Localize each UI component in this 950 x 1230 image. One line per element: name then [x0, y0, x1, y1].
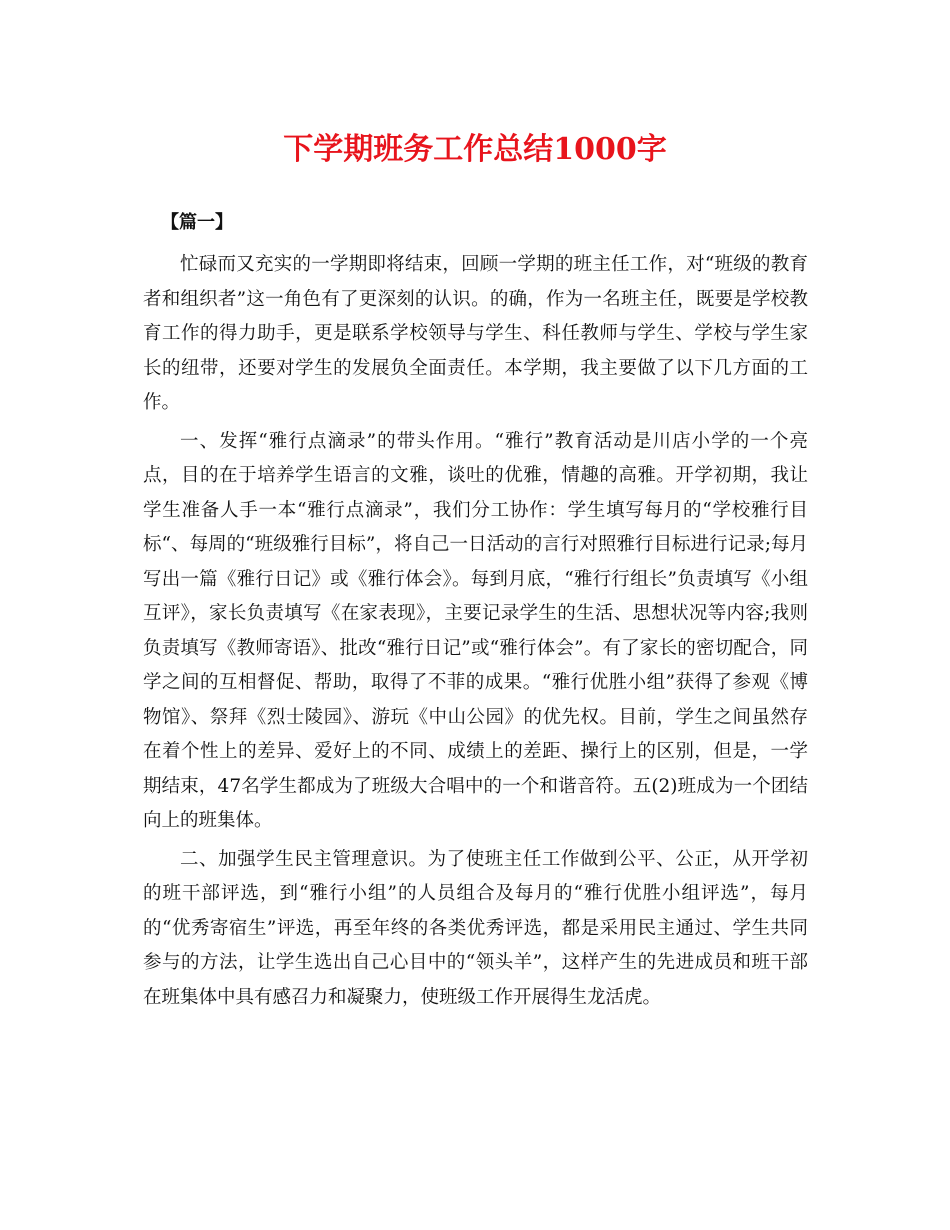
document-body: [143, 198, 808, 1019]
paragraph-intro: 忙碌而又充实的一学期即将结束，回顾一学期的班主任工作，对“班级的教育者和组织者”这一角色有了更深刻的认识。的确，作为一名班主任，既要是学校教育工作的得力助手，更是联系学校领导与学生、科任教师与学生、学校与学生家长的纽带，还要对学生的发展负全面责任。本学期，我主要做了以下几方面的工作。: [143, 254, 808, 413]
paragraph-point-two: 二、加强学生民主管理意识。为了使班主任工作做到公平、公正，从开学初的班干部评选，到“雅行小组”的人员组合及每月的“雅行优胜小组评选”，每月的“优秀寄宿生”评选，再至年终的各类优秀评选，都是采用民主通过、学生共同参与的方法，让学生选出自己心目中的“领头羊”，这样产生的先进成员和班干部在班集体中具有感召力和凝聚力，使班级工作开展得生龙活虎。: [143, 848, 808, 1008]
paragraph-point-one: 一、发挥“雅行点滴录”的带头作用。“雅行”教育活动是川店小学的一个亮点，目的在于培养学生语言的文雅，谈吐的优雅，情趣的高雅。开学初期，我让学生准备人手一本“雅行点滴录”，我们分工协作：学生填写每月的“学校雅行目标“、每周的“班级雅行目标”，将自己一日活动的言行对照雅行目标进行记录;每月写出一篇《雅行日记》或《雅行体会》。每到月底，“雅行行组长”负责填写《小组互评》，家长负责填写《在家表现》，主要记录学生的生活、思想状况等内容;我则负责填写《教师寄语》、批改“雅行日记”或“雅行体会”。有了家长的密切配合，同学之间的互相督促、帮助，取得了不菲的成果。“雅行优胜小组”获得了参观《博物馆》、祭拜《烈士陵园》、游玩《中山公园》的优先权。目前，学生之间虽然存在着个性上的差异、爱好上的不同、成绩上的差距、操行上的区别，但是，一学期结束，47名学生都成为了班级大合唱中的一个和谐音符。五(2)班成为一个团结向上的班集体。: [143, 430, 808, 831]
document-title: 下学期班务工作总结1000字: [283, 132, 667, 167]
section-label: 【篇一】: [161, 212, 233, 233]
